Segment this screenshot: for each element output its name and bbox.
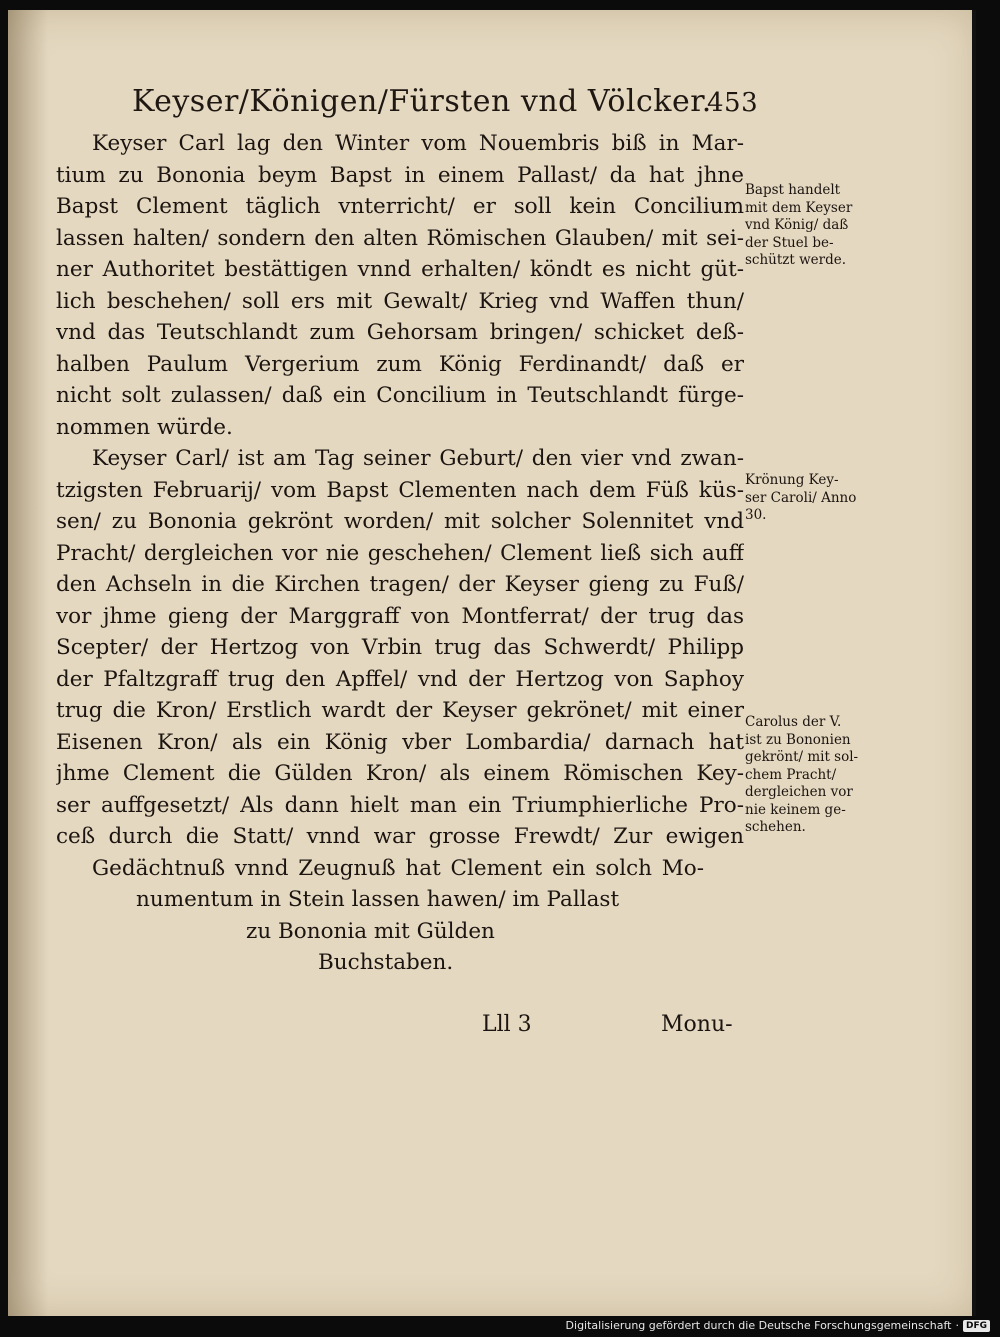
text-line: nicht solt zulassen/ daß ein Concilium in Teutschlandt fürge- bbox=[56, 383, 744, 408]
text-line: den Achseln in die Kirchen tragen/ der Keyser gieng zu Fuß/ bbox=[56, 572, 744, 597]
marginal-line: dergleichen vor bbox=[745, 784, 853, 800]
marginal-line: Bapst handelt bbox=[745, 182, 841, 198]
marginal-line: vnd König/ daß bbox=[745, 217, 849, 233]
text-line: tium zu Bononia beym Bapst in einem Pallast/ da hat jhne bbox=[56, 162, 744, 188]
page-edge bbox=[972, 10, 976, 1316]
catchword: Monu- bbox=[661, 1012, 733, 1037]
text-line: Keyser Carl/ ist am Tag seiner Geburt/ den vier vnd zwan- bbox=[92, 446, 744, 471]
text-line: sen/ zu Bononia gekrönt worden/ mit solcher Solennitet vnd bbox=[56, 509, 744, 534]
text-line: numentum in Stein lassen hawen/ im Pallast bbox=[136, 887, 620, 912]
separator-dot: · bbox=[955, 1319, 959, 1332]
running-title: Keyser/Königen/Fürsten vnd Völcker. bbox=[132, 84, 712, 119]
text-line: vor jhme gieng der Marggraff von Montferrat/ der trug das bbox=[56, 603, 744, 629]
marginal-line: mit dem Keyser bbox=[745, 199, 853, 216]
text-line: halben Paulum Vergerium zum König Ferdinandt/ daß er bbox=[56, 351, 744, 377]
signature-mark: Lll 3 bbox=[482, 1012, 532, 1037]
text-line: Scepter/ der Hertzog von Vrbin trug das Schwerdt/ Philipp bbox=[56, 635, 744, 660]
text-line: zu Bononia mit Gülden bbox=[246, 918, 495, 944]
marginal-note bbox=[745, 182, 880, 270]
marginal-line: chem Pracht/ bbox=[745, 766, 837, 783]
text-line: Bapst Clement täglich vnterricht/ er soll kein Concilium bbox=[56, 194, 744, 219]
text-line: Keyser Carl lag den Winter vom Nouembris biß in Mar- bbox=[92, 131, 744, 156]
footer-credit bbox=[566, 1319, 990, 1332]
text-line: vnd das Teutschlandt zum Gehorsam bringen/ schicket deß- bbox=[56, 320, 744, 345]
marginal-line: ist zu Bononien bbox=[745, 731, 851, 748]
text-line: jhme Clement die Gülden Kron/ als einem Römischen Key- bbox=[56, 761, 744, 786]
marginal-line: schützt werde. bbox=[745, 252, 847, 268]
text-line: Buchstaben. bbox=[318, 950, 454, 975]
text-line: lassen halten/ sondern den alten Römischen Glauben/ mit sei- bbox=[56, 225, 744, 251]
marginal-line: der Stuel be- bbox=[745, 234, 834, 251]
marginal-line: gekrönt/ mit sol- bbox=[745, 749, 859, 765]
marginal-note bbox=[745, 472, 880, 525]
gutter-shadow bbox=[8, 10, 48, 1316]
text-line: Gedächtnuß vnnd Zeugnuß hat Clement ein solch Mo- bbox=[92, 855, 704, 881]
marginal-line: 30. bbox=[745, 507, 767, 523]
text-line: ser auffgesetzt/ Als dann hielt man ein Triumphierliche Pro- bbox=[56, 792, 744, 818]
marginal-line: Carolus der V. bbox=[745, 714, 842, 730]
marginal-line: schehen. bbox=[745, 819, 806, 835]
footer-text: Digitalisierung gefördert durch die Deutsche Forschungsgemeinschaft bbox=[565, 1319, 952, 1332]
marginal-line: Krönung Key- bbox=[745, 472, 839, 488]
text-line: der Pfaltzgraff trug den Apffel/ vnd der Hertzog von Saphoy bbox=[56, 666, 744, 692]
page-number: 453 bbox=[707, 88, 759, 118]
text-line: lich beschehen/ soll ers mit Gewalt/ Krieg vnd Waffen thun/ bbox=[56, 288, 744, 314]
text-line: Pracht/ dergleichen vor nie geschehen/ Clement ließ sich auff bbox=[56, 540, 744, 566]
text-line: tzigsten Februarij/ vom Bapst Clementen nach dem Füß küs- bbox=[56, 477, 744, 503]
marginal-line: ser Caroli/ Anno bbox=[745, 489, 857, 506]
dfg-logo-icon: DFG bbox=[963, 1320, 990, 1332]
marginal-note bbox=[745, 714, 880, 837]
marginal-line: nie keinem ge- bbox=[745, 801, 846, 818]
text-line: ner Authoritet bestättigen vnnd erhalten/ köndt es nicht güt- bbox=[56, 257, 744, 282]
main-text bbox=[56, 128, 744, 979]
text-line: ceß durch die Statt/ vnnd war grosse Frewdt/ Zur ewigen bbox=[56, 824, 744, 849]
text-line: Eisenen Kron/ als ein König vber Lombardia/ darnach hat bbox=[56, 729, 744, 755]
text-line: trug die Kron/ Erstlich wardt der Keyser gekrönet/ mit einer bbox=[56, 698, 744, 723]
text-line: nommen würde. bbox=[56, 414, 233, 440]
